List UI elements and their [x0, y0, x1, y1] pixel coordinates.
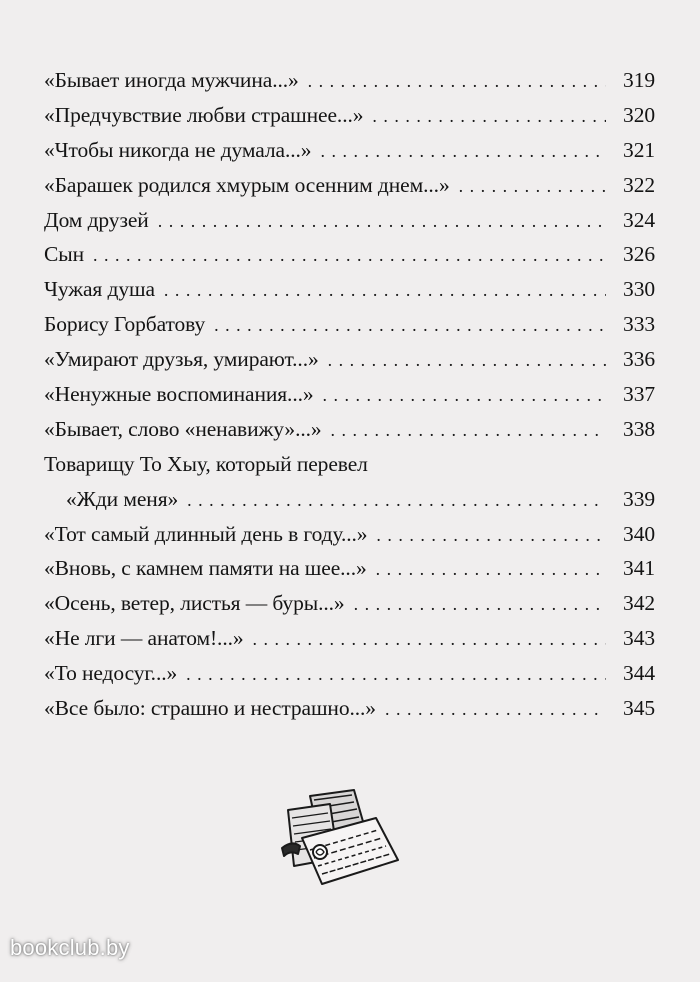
toc-entry-title: «Бывает, слово «ненавижу»...»: [44, 416, 322, 441]
toc-entry-title-line1: Товарищу То Хыу, который перевел: [44, 451, 368, 476]
leader-dots: [328, 343, 606, 378]
toc-entry-title: «Предчувствие любви страшнее...»: [44, 102, 364, 127]
toc-entry[interactable]: [44, 586, 655, 621]
toc-entry-line1[interactable]: [44, 447, 655, 482]
leader-dots: [385, 692, 606, 727]
toc-entry-title: «Тот самый длинный день в году...»: [44, 521, 368, 546]
toc-entry-page: 326: [623, 242, 655, 267]
toc-entry-title: «Умирают друзья, умирают...»: [44, 347, 319, 372]
toc-entry-page: 319: [623, 68, 655, 92]
toc-entry-page: 320: [623, 102, 655, 127]
toc-entry-title: Чужая душа: [44, 277, 155, 302]
leader-dots: [186, 657, 606, 692]
toc-entry-page: 337: [623, 382, 655, 407]
toc-entry-title: «Осень, ветер, листья — буры...»: [44, 591, 345, 616]
toc-entry-page: 324: [623, 207, 655, 232]
toc-entry[interactable]: [44, 517, 655, 552]
toc-entry-title: Сын: [44, 242, 84, 267]
toc-entry-title: «То недосуг...»: [44, 661, 178, 686]
toc-entry-page: 333: [623, 312, 655, 337]
toc-entry[interactable]: [44, 168, 655, 203]
toc-entry-page: 344: [623, 661, 655, 686]
toc-entry[interactable]: [44, 237, 655, 272]
toc-entry[interactable]: [44, 551, 655, 586]
toc-entry-title: «Чтобы никогда не думала...»: [44, 137, 312, 162]
toc-entry-page: 341: [623, 556, 655, 581]
leader-dots: [459, 169, 606, 204]
toc-entry-page: 338: [623, 416, 655, 441]
papers-icon: [280, 788, 404, 886]
leader-dots: [158, 204, 606, 239]
toc-entry-title: «Все было: страшно и нестрашно...»: [44, 696, 376, 721]
toc-entry-page: 339: [623, 486, 655, 511]
toc-entry[interactable]: [44, 307, 655, 342]
leader-dots: [308, 64, 606, 99]
toc-entry[interactable]: [44, 98, 655, 133]
leader-dots: [323, 378, 606, 413]
leader-dots: [164, 273, 606, 308]
toc-entry[interactable]: [44, 377, 655, 412]
toc-entry-page: 343: [623, 626, 655, 651]
leader-dots: [331, 413, 606, 448]
toc-entry[interactable]: [44, 133, 655, 168]
leader-dots: [187, 483, 606, 518]
leader-dots: [93, 238, 606, 273]
toc-entry-page: 336: [623, 347, 655, 372]
toc-entry-title: «Не лги — анатом!...»: [44, 626, 244, 651]
toc-entry-title: Борису Горбатову: [44, 312, 206, 337]
toc-entry-title: «Бывает иногда мужчина...»: [44, 68, 299, 92]
toc-entry-title: «Вновь, с камнем памяти на шее...»: [44, 556, 367, 581]
toc-entry-page: 321: [623, 137, 655, 162]
leader-dots: [214, 308, 606, 343]
toc-entry-title: «Ненужные воспоминания...»: [44, 382, 314, 407]
leader-dots: [320, 134, 606, 169]
toc-entry[interactable]: [44, 621, 655, 656]
toc-entry-title: Дом друзей: [44, 207, 149, 232]
table-of-contents: [44, 63, 655, 726]
toc-entry[interactable]: [44, 342, 655, 377]
toc-entry[interactable]: [44, 691, 655, 726]
toc-entry-page: 342: [623, 591, 655, 616]
toc-entry-page: 322: [623, 172, 655, 197]
toc-entry[interactable]: [44, 656, 655, 691]
toc-entry[interactable]: [44, 272, 655, 307]
toc-entry[interactable]: [44, 63, 655, 98]
leader-dots: [376, 518, 606, 553]
leader-dots: [376, 552, 606, 587]
toc-entry[interactable]: [44, 482, 655, 517]
toc-entry[interactable]: [44, 203, 655, 238]
leader-dots: [354, 587, 606, 622]
toc-entry[interactable]: [44, 412, 655, 447]
toc-entry-page: 345: [623, 696, 655, 721]
toc-entry-title: «Барашек родился хмурым осенним днем...»: [44, 172, 450, 197]
watermark-text: bookclub.by: [10, 935, 130, 960]
toc-entry-page: 340: [623, 521, 655, 546]
toc-entry-page: 330: [623, 277, 655, 302]
leader-dots: [253, 622, 606, 657]
toc-entry-title: «Жди меня»: [66, 486, 179, 511]
leader-dots: [372, 99, 606, 134]
